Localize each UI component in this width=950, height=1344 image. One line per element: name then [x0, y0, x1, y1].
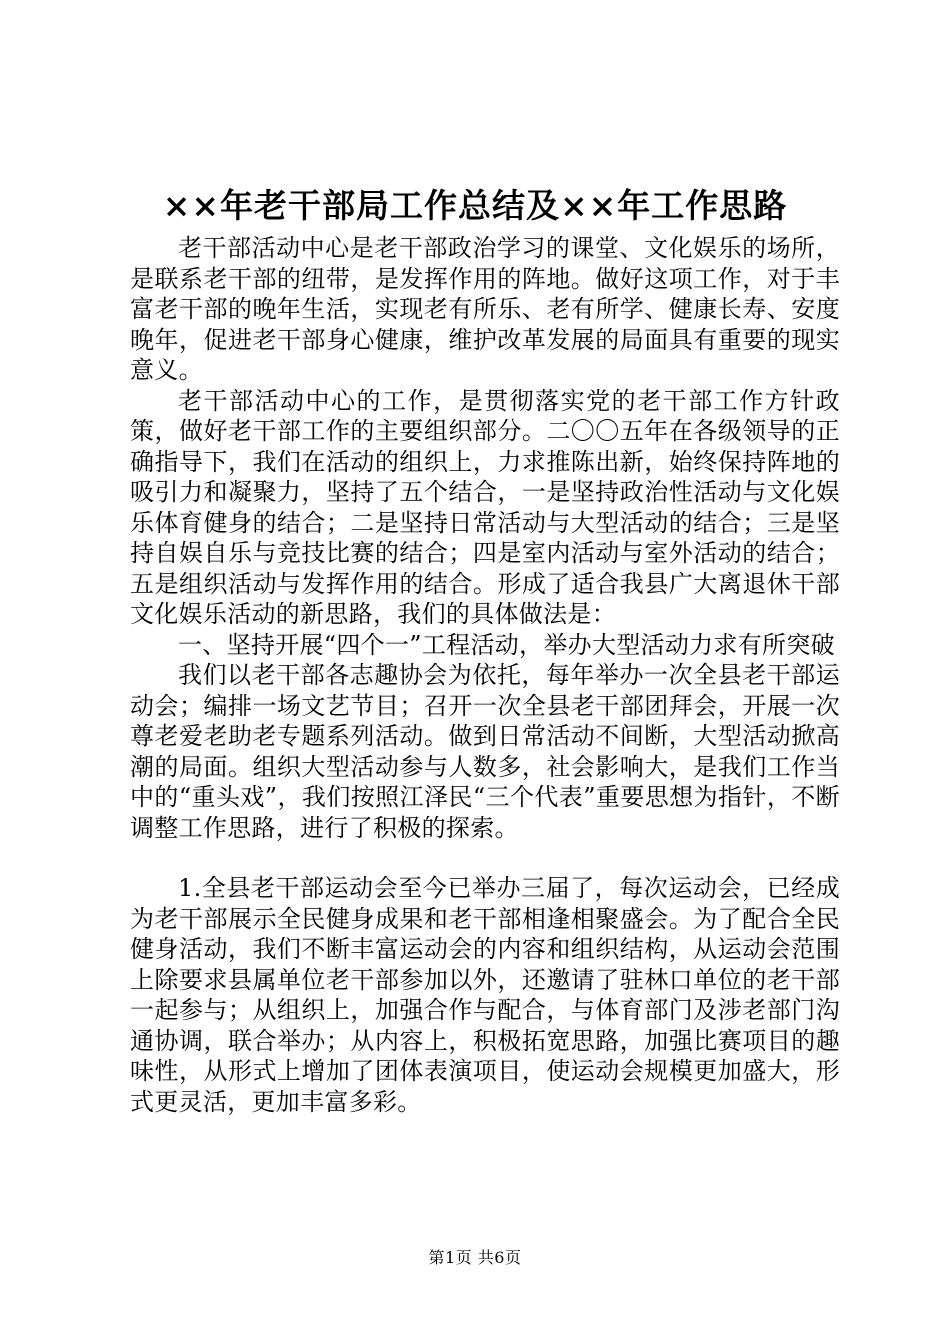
paragraph-intro: 老干部活动中心是老干部政治学习的课堂、文化娱乐的场所，是联系老干部的纽带，是发挥作用的阵地。做好这项工作，对于丰富老干部的晚年生活，实现老有所乐、老有所学、健康长寿、安度晚年，促进老干部身心健康，维护改革发展的局面具有重要的现实意义。: [130, 234, 840, 384]
page-footer: 第1页 共6页: [428, 1248, 522, 1267]
document-title: ××年老干部局工作总结及××年工作思路: [162, 186, 788, 225]
paragraph-section-1: 我们以老干部各志趣协会为依托，每年举办一次全县老干部运动会；编排一场文艺节目；召开一次全县老干部团拜会，开展一次尊老爱老助老专题系列活动。做到日常活动不间断，大型活动掀高潮的局面。组织大型活动参与人数多，社会影响大，是我们工作当中的“重头戏”，我们按照江泽民“三个代表”重要思想为指针，不断调整工作思路，进行了积极的探索。: [130, 661, 840, 842]
section-heading-1: 一、坚持开展“四个一”工程活动，举办大型活动力求有所突破: [178, 630, 835, 659]
paragraph-overview: 老干部活动中心的工作，是贯彻落实党的老干部工作方针政策，做好老干部工作的主要组织部分。二〇〇五年在各级领导的正确指导下，我们在活动的组织上，力求推陈出新，始终保持阵地的吸引力和凝聚力，坚持了五个结合，一是坚持政治性活动与文化娱乐体育健身的结合；二是坚持日常活动与大型活动的结合；三是坚持自娱自乐与竞技比赛的结合；四是室内活动与室外活动的结合；五是组织活动与发挥作用的结合。形成了适合我县广大离退休干部文化娱乐活动的新思路，我们的具体做法是：: [130, 386, 840, 628]
paragraph-item-1: 1.全县老干部运动会至今已举办三届了，每次运动会，已经成为老干部展示全民健身成果和老干部相逢相聚盛会。为了配合全民健身活动，我们不断丰富运动会的内容和组织结构，从运动会范围上除要求县属单位老干部参加以外，还邀请了驻林口单位的老干部一起参与；从组织上，加强合作与配合，与体育部门及涉老部门沟通协调，联合举办；从内容上，积极拓宽思路，加强比赛项目的趣味性，从形式上增加了团体表演项目，使运动会规模更加盛大，形式更灵活，更加丰富多彩。: [130, 874, 840, 1116]
document-body: [130, 233, 840, 1117]
